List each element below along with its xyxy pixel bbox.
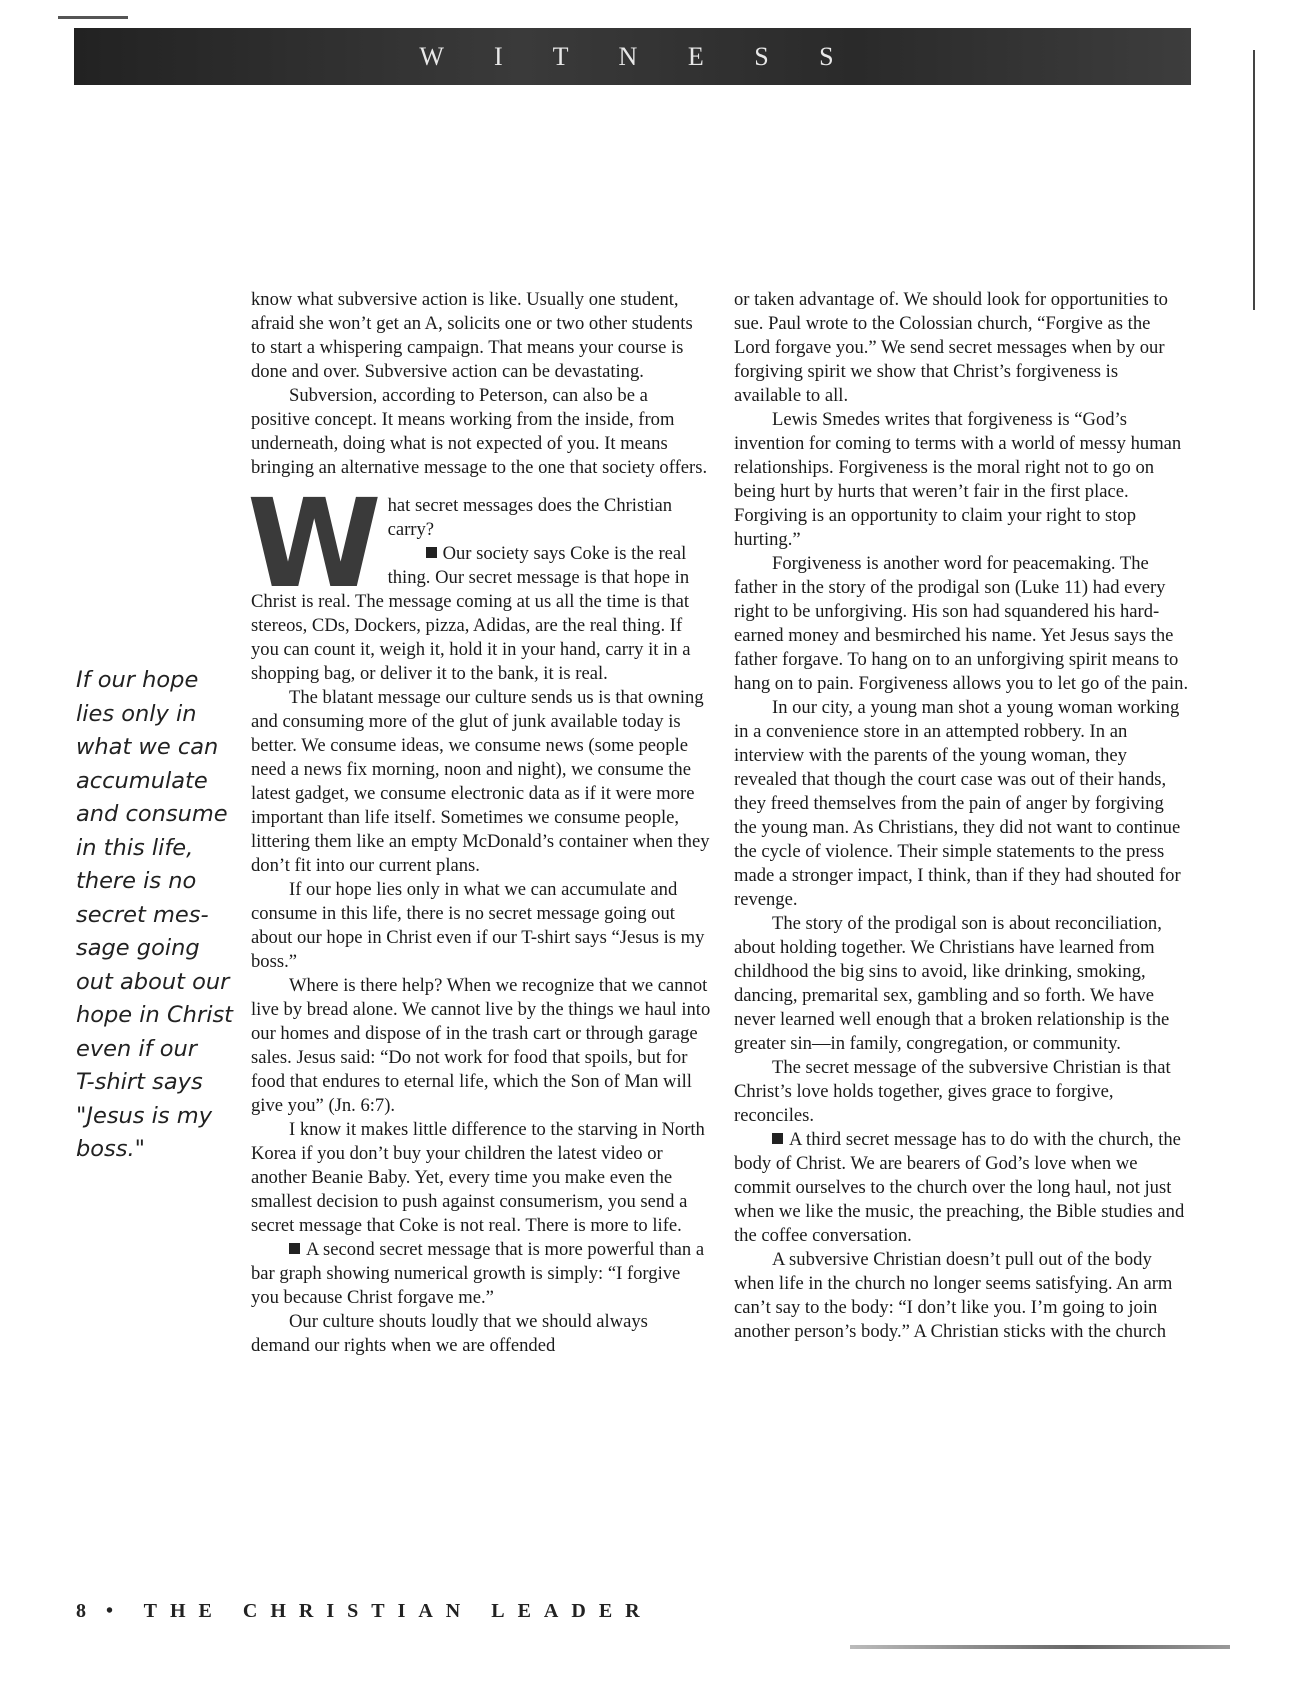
top-edge-mark [58, 16, 128, 19]
right-margin-rule [1253, 50, 1255, 310]
section-title: W I T N E S S [419, 41, 856, 71]
footer-separator: • [106, 1600, 127, 1622]
pull-quote-line: out about our [76, 968, 230, 995]
paragraph: In our city, a young man shot a young woman working in a convenience store in an attempted robbery. In an interview with the parents of the young woman, they revealed that though the court case was out of their hands, they freed themselves from the pain of anger by forgiving the young man. As Christians, they did not want to continue the cycle of violence. Their simple statements to the press made a stronger impact, I think, than if they had shouted for revenge. [734, 697, 1181, 910]
pull-quote-line: lies only in [76, 700, 197, 727]
bottom-scan-rule [850, 1645, 1230, 1649]
pull-quote-line: T-shirt says [76, 1069, 203, 1095]
paragraph: Our society says Coke is the real thing. Our secret message is that hope in Christ is real. The message coming at us all the time is that stereos, CDs, Dockers, pizza, Adidas, are the real thing. If you can count it, weigh it, hold it in your hand, carry it in a shopping bag, or deliver it to the bank, it is real. [251, 543, 691, 684]
drop-cap-letter: W [247, 473, 376, 615]
article-column-left [247, 288, 711, 1358]
drop-cap-section [247, 473, 711, 686]
paragraph: or taken advantage of. We should look for opportunities to sue. Paul wrote to the Colossian church, “Forgive as the Lord forgave you.” We send secret messages when by our forgiving spirit we show that Christ’s forgiveness is available to all. [734, 289, 1168, 406]
publication-name: THE CHRISTIAN LEADER [143, 1600, 653, 1622]
paragraph: A third secret message has to do with the church, the body of Christ. We are bearers of God’s love when we commit ourselves to the church over the long haul, not just when we like the music, the preaching, the Bible studies and the coffee conversation. [734, 1129, 1185, 1246]
pull-quote-line: what we can [76, 734, 219, 760]
pull-quote-line: in this life, [76, 834, 194, 861]
paragraph: The blatant message our culture sends us is that owning and consuming more of the glut of junk available today is better. We consume ideas, we consume news (some people need a news fix morning, noon and night), we consume the latest gadget, we consume electronic data as if it were more important than life itself. Sometimes we consume people, littering them like an empty McDonald’s container when they don’t fit into our current plans. [251, 687, 710, 876]
paragraph: Lewis Smedes writes that forgiveness is “God’s invention for coming to terms with a world of messy human relationships. Forgiveness is the moral right not to go on being hurt by hurts that weren’t fair in the first place. Forgiving is an opportunity to claim your right to stop hurting.” [734, 409, 1182, 550]
pull-quote-line: secret mes- [76, 901, 209, 928]
paragraph: If our hope lies only in what we can accumulate and consume in this life, there is no secret message going out about our hope in Christ even if our T-shirt says “Jesus is my boss.” [251, 879, 705, 972]
paragraph: A subversive Christian doesn’t pull out of the body when life in the church no longer seems satisfying. An arm can’t say to the body: “I don’t like you. I’m going to join another person’s body.” A Christian sticks with the church [734, 1249, 1173, 1342]
paragraph: Where is there help? When we recognize that we cannot live by bread alone. We cannot live by the things we haul into our homes and dispose of in the trash cart or through garage sales. Jesus said: “Do not work for food that spoils, but for food that endures to eternal life, which the Son of Man will give you” (Jn. 6:7). [251, 975, 711, 1116]
section-header-bar [74, 28, 1191, 85]
paragraph: hat secret messages does the Christian carry? [387, 495, 673, 540]
pull-quote-line: there is no [76, 868, 197, 894]
page-number: 8 [76, 1600, 88, 1622]
pull-quote-line: hope in Christ [76, 1002, 233, 1028]
pull-quote [76, 664, 241, 1167]
page-footer [76, 1600, 653, 1623]
paragraph: know what subversive action is like. Usually one student, afraid she won’t get an A, solicits one or two other students to start a whispering campaign. That means your course is done and over. Subversive action can be devastating. [251, 289, 693, 382]
pull-quote-line: sage going [76, 935, 200, 961]
pull-quote-line: and consume [76, 801, 228, 827]
pull-quote-line: accumulate [76, 767, 208, 794]
paragraph: A second secret message that is more powerful than a bar graph showing numerical growth is simply: “I forgive you because Christ forgave me.” [251, 1239, 705, 1308]
paragraph: The secret message of the subversive Christian is that Christ’s love holds together, gives grace to forgive, reconciles. [734, 1057, 1171, 1126]
pull-quote-line: "Jesus is my [76, 1102, 213, 1129]
paragraph: The story of the prodigal son is about reconciliation, about holding together. We Christians have learned from childhood the big sins to avoid, like drinking, smoking, dancing, premarital sex, gambling and so forth. We have never learned well enough that a broken relationship is the greater sin—in family, congregation, or community. [734, 913, 1170, 1054]
square-bullet-icon [426, 547, 437, 558]
paragraph: Our culture shouts loudly that we should always demand our rights when we are offended [251, 1311, 648, 1356]
square-bullet-icon [289, 1243, 300, 1254]
article-column-right [734, 288, 1189, 1344]
paragraph: I know it makes little difference to the starving in North Korea if you don’t buy your children the latest video or another Beanie Baby. Yet, every time you make even the smallest decision to push against consumerism, you send a secret message that Coke is not real. There is more to life. [251, 1119, 705, 1236]
pull-quote-line: If our hope [76, 667, 199, 693]
paragraph: Forgiveness is another word for peacemaking. The father in the story of the prodigal son (Luke 11) had every right to be unforgiving. His son had squandered his hard-earned money and besmirched his name. Yet Jesus says the father forgave. To hang on to an unforgiving spirit means to hang on to pain. Forgiveness allows you to let go of the pain. [734, 553, 1189, 694]
pull-quote-line: boss." [76, 1136, 145, 1162]
pull-quote-line: even if our [76, 1035, 198, 1062]
paragraph: Subversion, according to Peterson, can also be a positive concept. It means working from the inside, from underneath, doing what is not expected of you. It means bringing an alternative message to the one that society offers. [251, 385, 708, 478]
square-bullet-icon [772, 1133, 783, 1144]
